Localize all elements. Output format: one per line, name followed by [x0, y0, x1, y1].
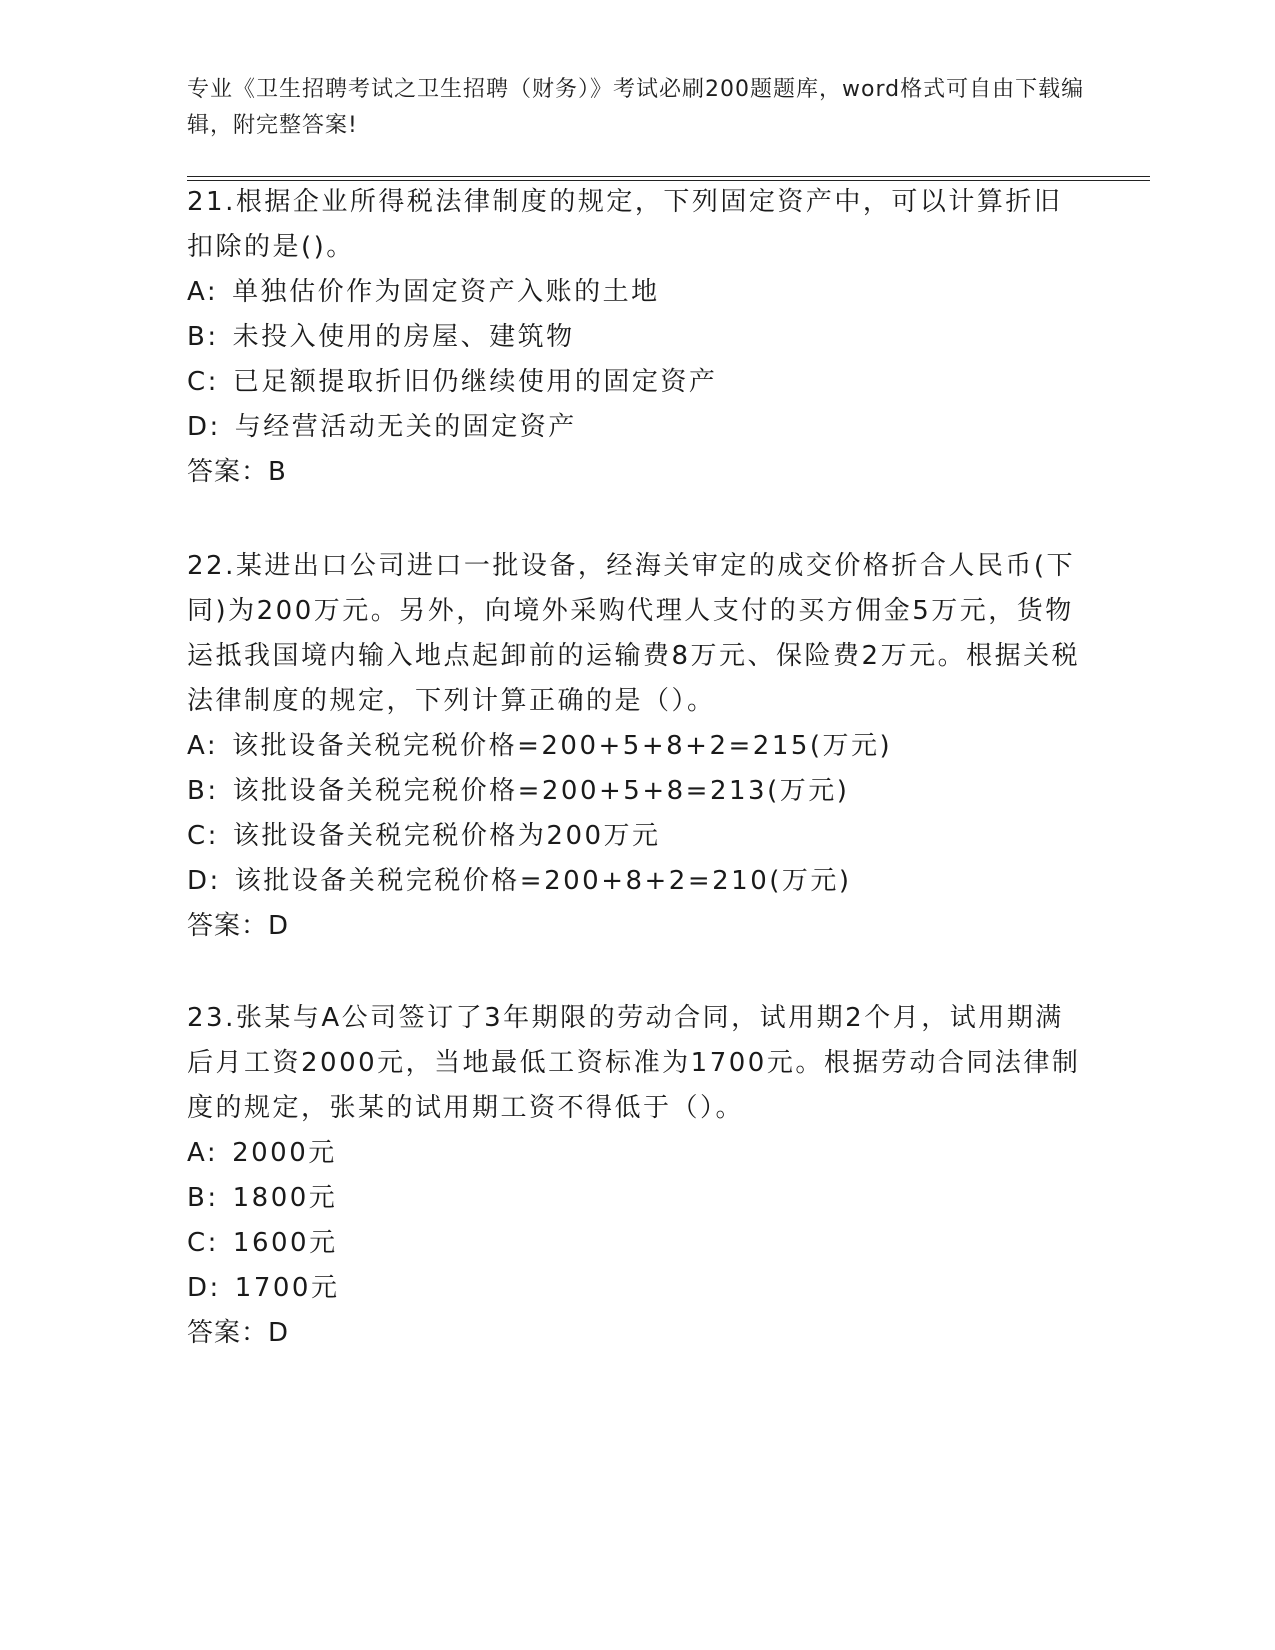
- option-text: 单独估价作为固定资产入账的土地: [232, 277, 660, 307]
- option-text: 与经营活动无关的固定资产: [234, 412, 577, 442]
- option-text: 已足额提取折旧仍继续使用的固定资产: [232, 367, 718, 397]
- option-text: 1600元: [232, 1228, 338, 1258]
- question-23: [187, 996, 1087, 1356]
- option-letter: D:: [187, 412, 221, 442]
- answer: 答案：D: [187, 911, 290, 941]
- option-b: [187, 1176, 1087, 1221]
- option-text: 未投入使用的房屋、建筑物: [232, 322, 575, 352]
- option-d: [187, 405, 1087, 450]
- option-letter: A:: [187, 277, 219, 307]
- option-b: [187, 769, 1087, 814]
- option-text: 2000元: [232, 1138, 337, 1168]
- option-letter: B:: [187, 776, 219, 806]
- option-text: 1800元: [232, 1183, 338, 1213]
- answer: 答案：B: [187, 457, 287, 487]
- option-d: [187, 859, 1087, 904]
- question-stem: 23.张某与A公司签订了3年期限的劳动合同，试用期2个月，试用期满后月工资2000元，当地最低工资标准为1700元。根据劳动合同法律制度的规定，张某的试用期工资不得低于（）。: [187, 1003, 1081, 1123]
- option-letter: D:: [187, 1273, 221, 1303]
- answer: 答案：D: [187, 1318, 290, 1348]
- option-text: 该批设备关税完税价格=200+8+2=210(万元): [234, 866, 852, 896]
- option-letter: C:: [187, 1228, 219, 1258]
- option-letter: A:: [187, 1138, 219, 1168]
- option-d: [187, 1266, 1087, 1311]
- option-letter: B:: [187, 322, 219, 352]
- option-letter: D:: [187, 866, 221, 896]
- option-text: 该批设备关税完税价格为200万元: [232, 821, 661, 851]
- question-stem: 21.根据企业所得税法律制度的规定，下列固定资产中，可以计算折旧扣除的是()。: [187, 187, 1063, 262]
- option-letter: B:: [187, 1183, 219, 1213]
- option-letter: C:: [187, 821, 219, 851]
- option-a: [187, 724, 1087, 769]
- option-c: [187, 1221, 1087, 1266]
- question-stem: 22.某进出口公司进口一批设备，经海关审定的成交价格折合人民币(下同)为200万元。另外，向境外采购代理人支付的买方佣金5万元，货物运抵我国境内输入地点起卸前的运输费8万元、保险费2万元。根据关税法律制度的规定，下列计算正确的是（）。: [187, 551, 1081, 716]
- option-a: [187, 270, 1087, 315]
- option-letter: C:: [187, 367, 219, 397]
- option-a: [187, 1131, 1087, 1176]
- option-text: 该批设备关税完税价格=200+5+8+2=215(万元): [232, 731, 893, 761]
- option-b: [187, 315, 1087, 360]
- question-21: [187, 180, 1087, 495]
- option-c: [187, 814, 1087, 859]
- option-c: [187, 360, 1087, 405]
- option-text: 该批设备关税完税价格=200+5+8=213(万元): [232, 776, 850, 806]
- option-letter: A:: [187, 731, 219, 761]
- option-text: 1700元: [234, 1273, 340, 1303]
- page-header: 专业《卫生招聘考试之卫生招聘（财务）》考试必刷200题题库，word格式可自由下载编辑，附完整答案!: [187, 77, 1085, 138]
- question-22: [187, 544, 1087, 949]
